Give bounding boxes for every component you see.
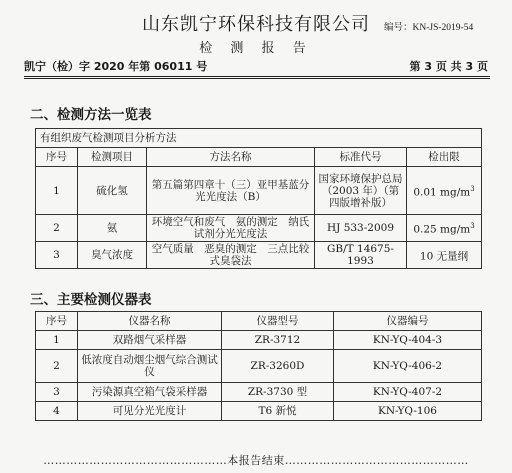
company-name: 山东凯宁环保科技有限公司 (142, 14, 370, 35)
methods-table (35, 128, 482, 269)
instrument-model: ZR-3260D (222, 350, 334, 383)
instrument-code: KN-YQ-406-2 (334, 350, 482, 383)
column-header: 仪器型号 (222, 312, 334, 331)
table-header-row (36, 312, 482, 331)
row-number: 4 (36, 402, 78, 421)
section-title-methods: 二、检测方法一览表 (30, 107, 152, 123)
table-row (36, 331, 482, 350)
standard-code: 国家环境保护总局（2003 年）（第四版增补版） (315, 167, 407, 215)
table-row (36, 167, 482, 215)
page-count: 第 3 页 共 3 页 (409, 60, 488, 73)
instrument-name: 双路烟气采样器 (78, 331, 222, 350)
limit-unit-superscript: 3 (470, 184, 475, 193)
table-row (36, 383, 482, 402)
column-header: 方法名称 (147, 148, 315, 167)
test-item: 氨 (78, 215, 147, 242)
column-header: 序号 (36, 148, 78, 167)
limit-value: 0.01 mg/m (413, 186, 471, 199)
test-item: 臭气浓度 (78, 242, 147, 269)
column-header: 标准代号 (315, 148, 407, 167)
method-name: 环境空气和废气 氨的测定 纳氏试剂分光光度法 (147, 215, 315, 242)
header-rule-top (24, 76, 490, 77)
table-row (36, 350, 482, 383)
column-header: 序号 (36, 312, 78, 331)
standard-code: GB/T 14675-1993 (315, 242, 407, 269)
report-reference: 凯宁（检）字 2020 年第 06011 号 (24, 60, 208, 73)
row-number: 3 (36, 383, 78, 402)
instrument-model: ZR-3730 型 (222, 383, 334, 402)
limit-value: 10 无量纲 (419, 250, 469, 263)
row-number: 2 (36, 215, 78, 242)
table-header-row (36, 148, 482, 167)
instrument-code: KN-YQ-404-3 (334, 331, 482, 350)
table-row (36, 215, 482, 242)
table-caption-row (36, 129, 482, 148)
column-header: 仪器名称 (78, 312, 222, 331)
instrument-model: T6 新悦 (222, 402, 334, 421)
detection-limit (407, 242, 482, 269)
test-item: 硫化氢 (78, 167, 147, 215)
limit-value: 0.25 mg/m (413, 223, 471, 236)
method-name: 第五篇第四章十（三）亚甲基蓝分光光度法（B） (147, 167, 315, 215)
method-name: 空气质量 恶臭的测定 三点比较式臭袋法 (147, 242, 315, 269)
row-number: 2 (36, 350, 78, 383)
row-number: 1 (36, 331, 78, 350)
instrument-code: KN-YQ-407-2 (334, 383, 482, 402)
column-header: 检出限 (407, 148, 482, 167)
table-caption: 有组织废气检测项目分析方法 (36, 129, 482, 148)
column-header: 检测项目 (78, 148, 147, 167)
report-title: 检 测 报 告 (199, 41, 313, 56)
row-number: 3 (36, 242, 78, 269)
column-header: 仪器编号 (334, 312, 482, 331)
section-title-instruments: 三、主要检测仪器表 (30, 292, 152, 308)
table-row (36, 402, 482, 421)
limit-unit-superscript: 3 (470, 222, 475, 231)
detection-limit (407, 215, 482, 242)
table-row (36, 242, 482, 269)
instrument-name: 可见分光光度计 (78, 402, 222, 421)
instruments-table (35, 311, 482, 421)
instrument-model: ZR-3712 (222, 331, 334, 350)
header-rule-bottom (24, 78, 490, 79)
document-number: 编号：KN-JS-2019-54 (384, 23, 474, 33)
detection-limit (407, 167, 482, 215)
standard-code: HJ 533-2009 (315, 215, 407, 242)
row-number: 1 (36, 167, 78, 215)
report-end-line: …………………………………………本报告结束………………………………………… (43, 454, 469, 467)
instrument-code: KN-YQ-106 (334, 402, 482, 421)
instrument-name: 污染源真空箱气袋采样器 (78, 383, 222, 402)
instrument-name: 低浓度自动烟尘烟气综合测试仪 (78, 350, 222, 383)
